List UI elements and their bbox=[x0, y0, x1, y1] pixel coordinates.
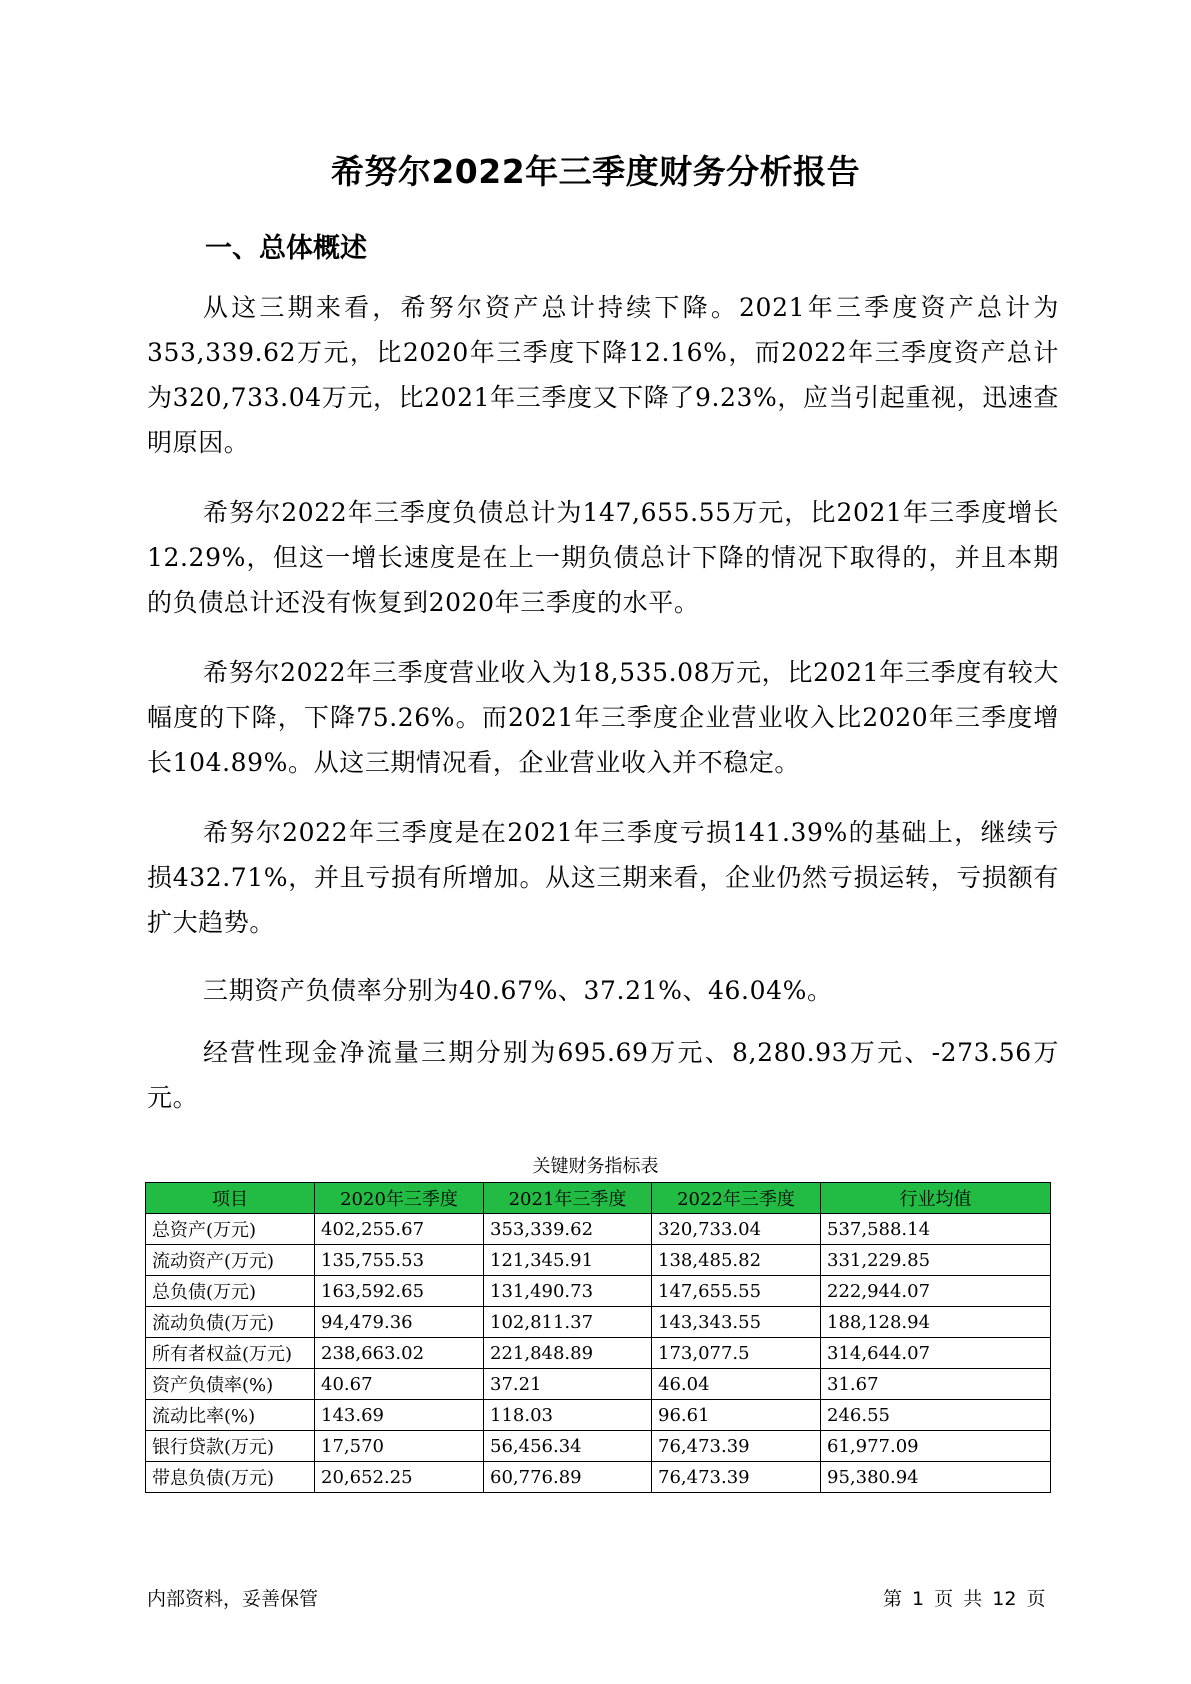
paragraph-total-assets: 从这三期来看，希努尔资产总计持续下降。2021年三季度资产总计为353,339.62万元，比2020年三季度下降12.16%，而2022年三季度资产总计为320,733.04万元，比2021年三季度又下降了9.23%，应当引起重视，迅速查明原因。 bbox=[147, 293, 1059, 457]
table-row bbox=[146, 1400, 1051, 1431]
table-cell: 118.03 bbox=[484, 1400, 652, 1431]
header-item: 项目 bbox=[146, 1183, 315, 1214]
table-cell: 所有者权益(万元) bbox=[146, 1338, 315, 1369]
table-cell: 总资产(万元) bbox=[146, 1214, 315, 1245]
table-row bbox=[146, 1462, 1051, 1493]
footer-confidential-note: 内部资料，妥善保管 bbox=[147, 1588, 319, 1610]
table-cell: 131,490.73 bbox=[484, 1276, 652, 1307]
table-cell: 60,776.89 bbox=[484, 1462, 652, 1493]
table-cell: 314,644.07 bbox=[821, 1338, 1051, 1369]
table-cell: 353,339.62 bbox=[484, 1214, 652, 1245]
table-row bbox=[146, 1214, 1051, 1245]
header-industry-average: 行业均值 bbox=[821, 1183, 1051, 1214]
key-financial-indicators-table bbox=[145, 1182, 1051, 1493]
table-cell: 143,343.55 bbox=[652, 1307, 821, 1338]
table-cell: 76,473.39 bbox=[652, 1431, 821, 1462]
paragraph-cash-flow: 经营性现金净流量三期分别为695.69万元、8,280.93万元、-273.56万元。 bbox=[147, 1038, 1059, 1112]
table-cell: 163,592.65 bbox=[315, 1276, 484, 1307]
table-cell: 61,977.09 bbox=[821, 1431, 1051, 1462]
table-cell: 流动负债(万元) bbox=[146, 1307, 315, 1338]
table-cell: 20,652.25 bbox=[315, 1462, 484, 1493]
table-cell: 135,755.53 bbox=[315, 1245, 484, 1276]
table-cell: 221,848.89 bbox=[484, 1338, 652, 1369]
table-cell: 138,485.82 bbox=[652, 1245, 821, 1276]
table-row bbox=[146, 1369, 1051, 1400]
table-cell: 331,229.85 bbox=[821, 1245, 1051, 1276]
footer-page-number: 第 1 页 共 12 页 bbox=[883, 1588, 1046, 1610]
table-cell: 带息负债(万元) bbox=[146, 1462, 315, 1493]
table-cell: 95,380.94 bbox=[821, 1462, 1051, 1493]
table-cell: 188,128.94 bbox=[821, 1307, 1051, 1338]
table-cell: 246.55 bbox=[821, 1400, 1051, 1431]
table-cell: 173,077.5 bbox=[652, 1338, 821, 1369]
header-2020-q3: 2020年三季度 bbox=[315, 1183, 484, 1214]
header-2022-q3: 2022年三季度 bbox=[652, 1183, 821, 1214]
paragraph-revenue: 希努尔2022年三季度营业收入为18,535.08万元，比2021年三季度有较大幅度的下降，下降75.26%。而2021年三季度企业营业收入比2020年三季度增长104.89%。从这三期情况看，企业营业收入并不稳定。 bbox=[147, 658, 1059, 777]
table-cell: 46.04 bbox=[652, 1369, 821, 1400]
table-cell: 31.67 bbox=[821, 1369, 1051, 1400]
table-cell: 56,456.34 bbox=[484, 1431, 652, 1462]
table-header-row bbox=[146, 1183, 1051, 1214]
table-row bbox=[146, 1431, 1051, 1462]
table-cell: 320,733.04 bbox=[652, 1214, 821, 1245]
header-2021-q3: 2021年三季度 bbox=[484, 1183, 652, 1214]
table-cell: 17,570 bbox=[315, 1431, 484, 1462]
table-cell: 121,345.91 bbox=[484, 1245, 652, 1276]
table-row bbox=[146, 1338, 1051, 1369]
table-cell: 537,588.14 bbox=[821, 1214, 1051, 1245]
paragraph-total-liabilities: 希努尔2022年三季度负债总计为147,655.55万元，比2021年三季度增长12.29%，但这一增长速度是在上一期负债总计下降的情况下取得的，并且本期的负债总计还没有恢复到2020年三季度的水平。 bbox=[147, 498, 1059, 617]
table-row bbox=[146, 1307, 1051, 1338]
table-cell: 37.21 bbox=[484, 1369, 652, 1400]
table-cell: 102,811.37 bbox=[484, 1307, 652, 1338]
table-cell: 222,944.07 bbox=[821, 1276, 1051, 1307]
table-row bbox=[146, 1245, 1051, 1276]
table-cell: 147,655.55 bbox=[652, 1276, 821, 1307]
table-cell: 40.67 bbox=[315, 1369, 484, 1400]
table-cell: 流动资产(万元) bbox=[146, 1245, 315, 1276]
paragraph-loss: 希努尔2022年三季度是在2021年三季度亏损141.39%的基础上，继续亏损432.71%，并且亏损有所增加。从这三期来看，企业仍然亏损运转，亏损额有扩大趋势。 bbox=[147, 818, 1059, 937]
table-row bbox=[146, 1276, 1051, 1307]
table-cell: 402,255.67 bbox=[315, 1214, 484, 1245]
table-cell: 银行贷款(万元) bbox=[146, 1431, 315, 1462]
table-cell: 流动比率(%) bbox=[146, 1400, 315, 1431]
table-cell: 143.69 bbox=[315, 1400, 484, 1431]
table-cell: 资产负债率(%) bbox=[146, 1369, 315, 1400]
page-title: 希努尔2022年三季度财务分析报告 bbox=[330, 152, 861, 191]
table-cell: 96.61 bbox=[652, 1400, 821, 1431]
table-caption: 关键财务指标表 bbox=[532, 1156, 659, 1177]
section-heading: 一、总体概述 bbox=[205, 233, 367, 264]
table-cell: 76,473.39 bbox=[652, 1462, 821, 1493]
table-cell: 238,663.02 bbox=[315, 1338, 484, 1369]
table-cell: 总负债(万元) bbox=[146, 1276, 315, 1307]
table-cell: 94,479.36 bbox=[315, 1307, 484, 1338]
paragraph-debt-ratio: 三期资产负债率分别为40.67%、37.21%、46.04%。 bbox=[203, 976, 833, 1005]
